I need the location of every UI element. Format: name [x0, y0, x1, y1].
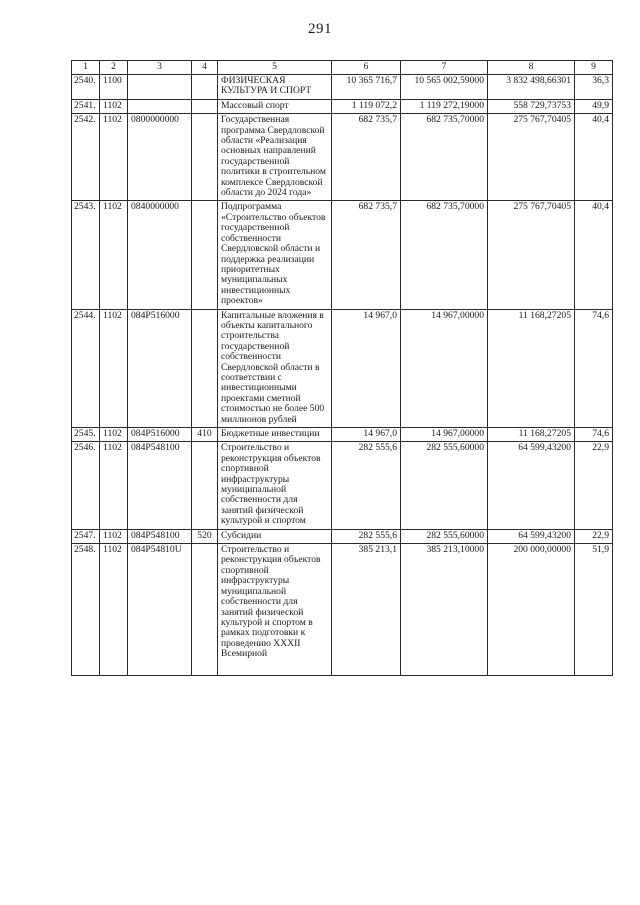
item-name-cell: Бюджетные инвестиции: [218, 428, 332, 442]
approved-amount-cell: 682 735,7: [332, 201, 401, 309]
expense-type-cell: [192, 309, 218, 427]
row-number-cell: 2546.: [72, 442, 100, 529]
section-code-cell: 1102: [100, 201, 128, 309]
specified-amount-cell: 385 213,10000: [401, 544, 488, 676]
section-code-cell: 1102: [100, 544, 128, 676]
table-row: [72, 442, 613, 529]
section-code-cell: 1100: [100, 75, 128, 100]
expense-type-cell: [192, 114, 218, 201]
executed-amount-cell: 64 599,43200: [488, 442, 575, 529]
executed-amount-cell: 11 168,27205: [488, 309, 575, 427]
approved-amount-cell: 682 735,7: [332, 114, 401, 201]
approved-amount-cell: 14 967,0: [332, 428, 401, 442]
executed-amount-cell: 200 000,00000: [488, 544, 575, 676]
item-name-cell: Подпрограмма «Строительство объектов государственной собственности Свердловской области и поддержка реализации приоритетных муниципальных инвестиционных проектов»: [218, 201, 332, 309]
target-article-cell: 084P516000: [128, 309, 192, 427]
row-number-cell: 2545.: [72, 428, 100, 442]
execution-percent-cell: 51,9: [575, 544, 613, 676]
expense-type-cell: [192, 201, 218, 309]
execution-percent-cell: 49,9: [575, 99, 613, 113]
row-number-cell: 2543.: [72, 201, 100, 309]
col-header-3: 3: [128, 61, 192, 75]
row-number-cell: 2541.: [72, 99, 100, 113]
table-row: [72, 114, 613, 201]
col-header-9: 9: [575, 61, 613, 75]
approved-amount-cell: 1 119 072,2: [332, 99, 401, 113]
section-code-cell: 1102: [100, 529, 128, 543]
item-name-cell: Строительство и реконструкция объектов спортивной инфраструктуры муниципальной собственности для занятий физической культурой и спортом в рамках подготовки к проведению XXXII Всемирной: [218, 544, 332, 676]
approved-amount-cell: 282 555,6: [332, 529, 401, 543]
executed-amount-cell: 11 168,27205: [488, 428, 575, 442]
expense-type-cell: [192, 544, 218, 676]
target-article-cell: [128, 99, 192, 113]
table-body: [72, 75, 613, 676]
specified-amount-cell: 682 735,70000: [401, 201, 488, 309]
target-article-cell: 0840000000: [128, 201, 192, 309]
execution-percent-cell: 36,3: [575, 75, 613, 100]
col-header-1: 1: [72, 61, 100, 75]
col-header-5: 5: [218, 61, 332, 75]
target-article-cell: 084P516000: [128, 428, 192, 442]
budget-table: [71, 60, 613, 676]
expense-type-cell: [192, 75, 218, 100]
row-number-cell: 2542.: [72, 114, 100, 201]
table-row: [72, 544, 613, 676]
section-code-cell: 1102: [100, 99, 128, 113]
expense-type-cell: [192, 99, 218, 113]
section-code-cell: 1102: [100, 442, 128, 529]
executed-amount-cell: 64 599,43200: [488, 529, 575, 543]
item-name-cell: Капитальные вложения в объекты капитального строительства государственной собственности Свердловской области в соответствии с инвестиционными проектами сметной стоимостью не более 500 миллионов рублей: [218, 309, 332, 427]
section-code-cell: 1102: [100, 114, 128, 201]
target-article-cell: [128, 75, 192, 100]
section-code-cell: 1102: [100, 428, 128, 442]
col-header-2: 2: [100, 61, 128, 75]
executed-amount-cell: 3 832 498,66301: [488, 75, 575, 100]
execution-percent-cell: 40,4: [575, 114, 613, 201]
target-article-cell: 084P548100: [128, 529, 192, 543]
specified-amount-cell: 14 967,00000: [401, 428, 488, 442]
row-number-cell: 2547.: [72, 529, 100, 543]
item-name-cell: Государственная программа Свердловской области «Реализация основных направлений государственной политики в строительном комплексе Свердловской области до 2024 года»: [218, 114, 332, 201]
expense-type-cell: 520: [192, 529, 218, 543]
specified-amount-cell: 682 735,70000: [401, 114, 488, 201]
item-name-cell: Массовый спорт: [218, 99, 332, 113]
target-article-cell: 084P54810U: [128, 544, 192, 676]
table-row: [72, 529, 613, 543]
section-code-cell: 1102: [100, 309, 128, 427]
executed-amount-cell: 558 729,73753: [488, 99, 575, 113]
specified-amount-cell: 282 555,60000: [401, 529, 488, 543]
row-number-cell: 2540.: [72, 75, 100, 100]
execution-percent-cell: 74,6: [575, 428, 613, 442]
specified-amount-cell: 14 967,00000: [401, 309, 488, 427]
table-row: [72, 99, 613, 113]
target-article-cell: 0800000000: [128, 114, 192, 201]
approved-amount-cell: 385 213,1: [332, 544, 401, 676]
header-row: [72, 61, 613, 75]
table-row: [72, 309, 613, 427]
execution-percent-cell: 22,9: [575, 442, 613, 529]
specified-amount-cell: 1 119 272,19000: [401, 99, 488, 113]
expense-type-cell: [192, 442, 218, 529]
specified-amount-cell: 10 565 002,59000: [401, 75, 488, 100]
approved-amount-cell: 282 555,6: [332, 442, 401, 529]
table-row: [72, 75, 613, 100]
col-header-4: 4: [192, 61, 218, 75]
col-header-6: 6: [332, 61, 401, 75]
item-name-cell: ФИЗИЧЕСКАЯ КУЛЬТУРА И СПОРТ: [218, 75, 332, 100]
execution-percent-cell: 74,6: [575, 309, 613, 427]
item-name-cell: Строительство и реконструкция объектов спортивной инфраструктуры муниципальной собственности для занятий физической культурой и спортом: [218, 442, 332, 529]
approved-amount-cell: 14 967,0: [332, 309, 401, 427]
page-number: 291: [308, 21, 332, 37]
specified-amount-cell: 282 555,60000: [401, 442, 488, 529]
execution-percent-cell: 40,4: [575, 201, 613, 309]
col-header-8: 8: [488, 61, 575, 75]
executed-amount-cell: 275 767,70405: [488, 201, 575, 309]
executed-amount-cell: 275 767,70405: [488, 114, 575, 201]
row-number-cell: 2548.: [72, 544, 100, 676]
approved-amount-cell: 10 365 716,7: [332, 75, 401, 100]
table-row: [72, 201, 613, 309]
target-article-cell: 084P548100: [128, 442, 192, 529]
execution-percent-cell: 22,9: [575, 529, 613, 543]
row-number-cell: 2544.: [72, 309, 100, 427]
expense-type-cell: 410: [192, 428, 218, 442]
item-name-cell: Субсидии: [218, 529, 332, 543]
table-row: [72, 428, 613, 442]
col-header-7: 7: [401, 61, 488, 75]
